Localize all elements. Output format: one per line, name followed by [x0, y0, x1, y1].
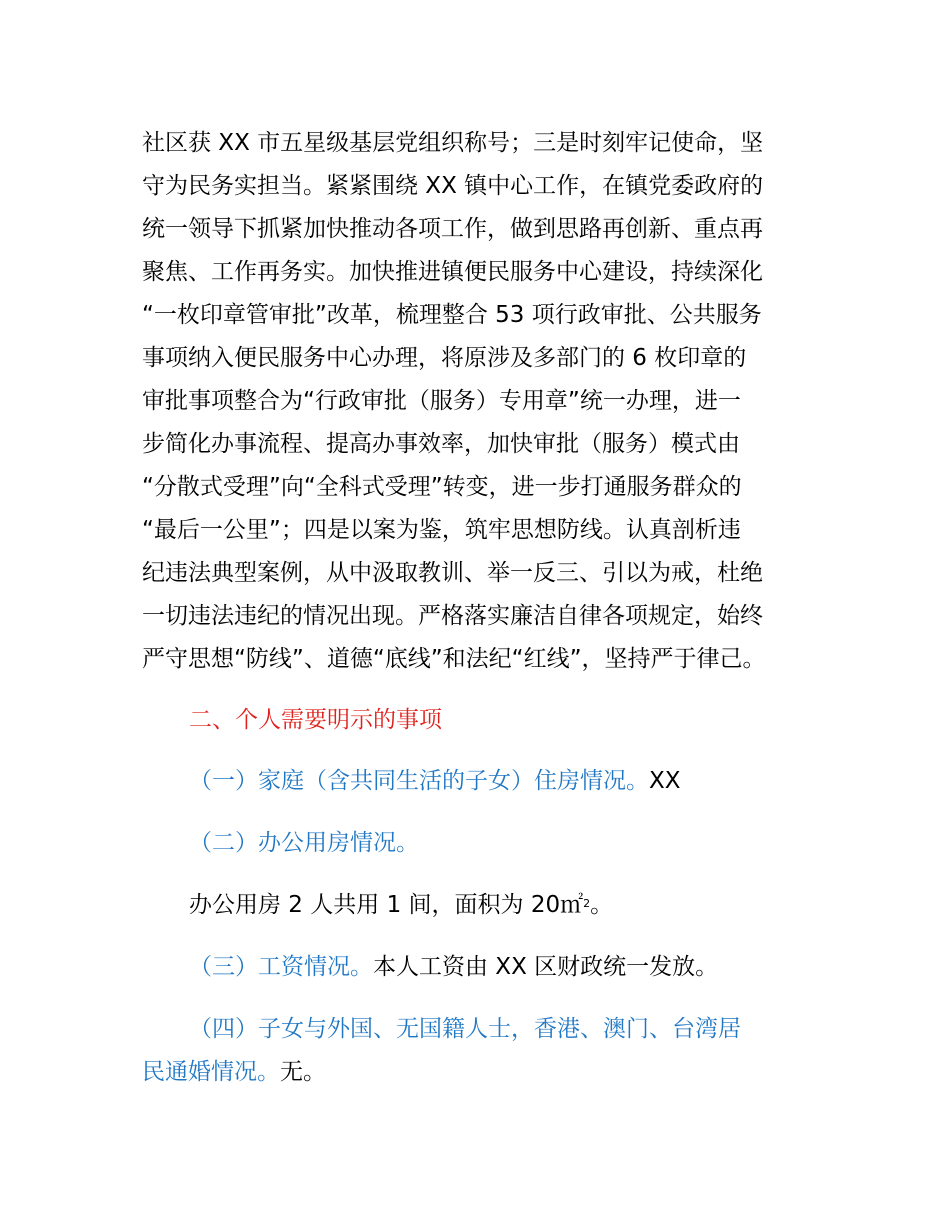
paragraph-line: 守为民务实担当。紧紧围绕 XX 镇中心工作，在镇党委政府的 [142, 173, 764, 199]
body-paragraph [142, 122, 822, 681]
item-salary-value: 本人工资由 XX 区财政统一发放。 [373, 954, 719, 980]
item-marriage-value: 无。 [280, 1059, 326, 1085]
paragraph-line: 事项纳入便民服务中心办理，将原涉及多部门的 6 枚印章的 [142, 345, 747, 371]
paragraph-line: 纪违法典型案例，从中汲取教训、举一反三、引以为戒，杜绝 [142, 560, 763, 586]
paragraph-line: 统一领导下抓紧加快推动各项工作，做到思路再创新、重点再 [142, 216, 763, 242]
paragraph-line: 审批事项整合为“行政审批（服务）专用章”统一办理，进一 [142, 388, 741, 414]
section-heading: 二、个人需要明示的事项 [189, 707, 442, 733]
paragraph-line: 严守思想“防线”、道德“底线”和法纪“红线”，坚持严于律己。 [142, 646, 766, 672]
item-marriage-label-line2: 民通婚情况。 [142, 1059, 280, 1085]
item-marriage-label-line1: （四）子女与外国、无国籍人士，香港、澳门、台湾居 [189, 1016, 741, 1042]
item-housing-value: XX [649, 768, 681, 794]
item-housing [142, 760, 879, 803]
office-description [142, 884, 879, 927]
item-marriage [142, 1008, 832, 1094]
item-salary [142, 946, 879, 989]
paragraph-line: 一切违法违纪的情况出现。严格落实廉洁自律各项规定，始终 [142, 603, 763, 629]
office-superscript: 2 [583, 897, 591, 910]
paragraph-line: 聚焦、工作再务实。加快推进镇便民服务中心建设，持续深化 [142, 259, 763, 285]
paragraph-line: 社区获 XX 市五星级基层党组织称号；三是时刻牢记使命，坚 [142, 130, 764, 156]
paragraph-line: 步简化办事流程、提高办事效率，加快审批（服务）模式由 [142, 431, 740, 457]
item-marriage-line2 [142, 1051, 832, 1094]
item-housing-label: （一）家庭（含共同生活的子女）住房情况。 [189, 768, 649, 794]
item-office-label: （二）办公用房情况。 [189, 830, 419, 856]
item-salary-label: （三）工资情况。 [189, 954, 373, 980]
paragraph-line: “最后一公里”；四是以案为鉴，筑牢思想防线。认真剖析违 [142, 517, 741, 543]
office-end: 。 [590, 892, 614, 918]
paragraph-line: “一枚印章管审批”改革，梳理整合 53 项行政审批、公共服务 [142, 302, 762, 328]
office-text: 办公用房 2 人共用 1 间，面积为 20㎡ [189, 892, 584, 918]
paragraph-line: “分散式受理”向“全科式受理”转变，进一步打通服务群众的 [142, 474, 742, 500]
